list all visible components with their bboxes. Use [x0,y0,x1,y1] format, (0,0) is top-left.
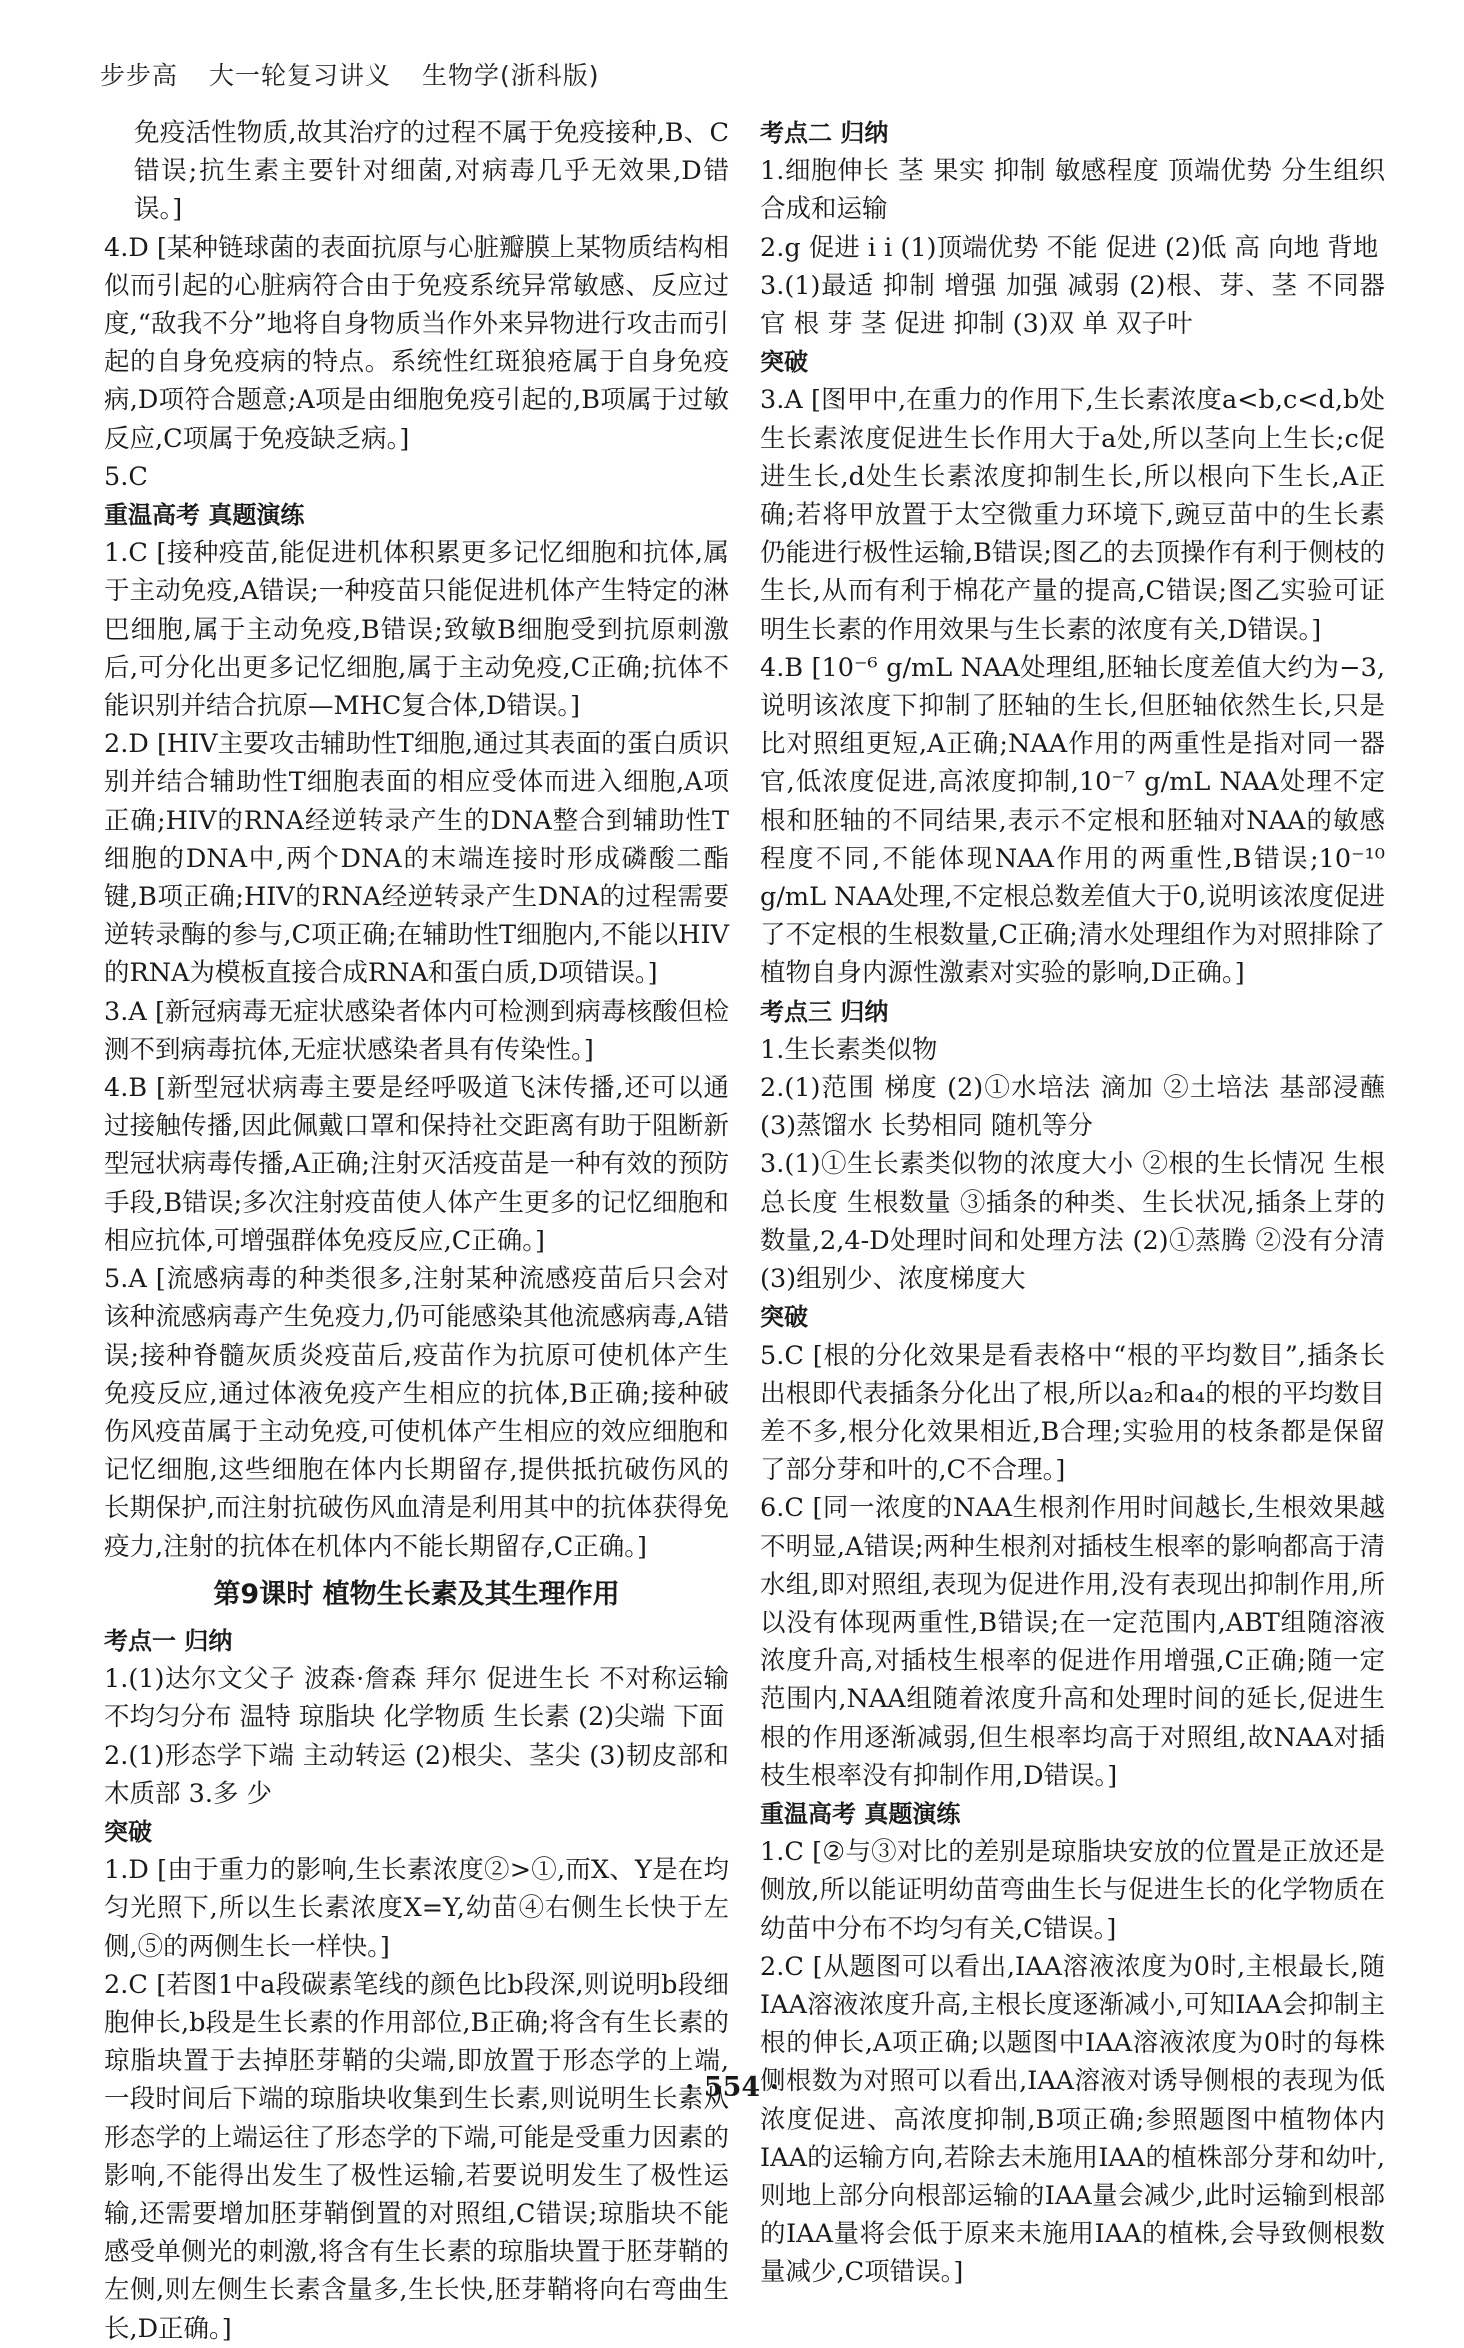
answer-paragraph: 1.C [②与③对比的差别是琼脂块安放的位置是正放还是侧放,所以能证明幼苗弯曲生长与促进生长的化学物质在幼苗中分布不均匀有关,C错误。] [760,1837,1385,1944]
answer-paragraph: 2.D [HIV主要攻击辅助性T细胞,通过其表面的蛋白质识别并结合辅助性T细胞表面的相应受体而进入细胞,A项正确;HIV的RNA经逆转录产生的DNA整合到辅助性T细胞的DNA中,两个DNA的末端连接时形成磷酸二酯键,B项正确;HIV的RNA经逆转录产生DNA的过程需要逆转录酶的参与,C项正确;在辅助性T细胞内,不能以HIV的RNA为模板直接合成RNA和蛋白质,D项错误。] [104,729,729,989]
answer-paragraph: 2.C [从题图可以看出,IAA溶液浓度为0时,主根最长,随IAA溶液浓度升高,主根长度逐渐减小,可知IAA会抑制主根的伸长,A项正确;以题图中IAA溶液浓度为0时的每株侧根数为对照可以看出,IAA溶液对诱导侧根的表现为低浓度促进、高浓度抑制,B项正确;参照题图中植物体内IAA的运输方向,若除去未施用IAA的植株部分芽和幼叶,则地上部分向根部运输的IAA量会减少,此时运输到根部的IAA量将会低于原来未施用IAA的植株,会导致侧根数量减少,C项错误。] [760,1951,1385,2288]
answer-paragraph: 6.C [同一浓度的NAA生根剂作用时间越长,生根效果越不明显,A错误;两种生根剂对插枝生根率的影响都高于清水组,即对照组,表现为促进作用,没有表现出抑制作用,所以没有体现两重性,B错误;在一定范围内,ABT组随溶液浓度升高,对插枝生根率的促进作用增强,C正确;随一定范围内,NAA组随着浓度升高和处理时间的延长,促进生根的作用逐渐减弱,但生根率均高于对照组,故NAA对插枝生根率没有抑制作用,D错误。] [760,1493,1385,1791]
chapter-title: 第9课时 植物生长素及其生理作用 [213,1578,620,1610]
running-header [100,56,621,92]
answer-paragraph: 2.(1)范围 梯度 (2)①水培法 滴加 ②土培法 基部浸蘸 (3)蒸馏水 长势相同 随机等分 [760,1073,1385,1142]
series-title: 大一轮复习讲义 [208,61,391,90]
answer-paragraph: 4.B [新型冠状病毒主要是经呼吸道飞沫传播,还可以通过接触传播,因此佩戴口罩和保持社交距离有助于阻断新型冠状病毒传播,A正确;注射灭活疫苗是一种有效的预防手段,B错误;多次注射疫苗使人体产生更多的记忆细胞和相应抗体,可增强群体免疫反应,C正确。] [104,1073,729,1256]
answer-paragraph: 1.C [接种疫苗,能促进机体积累更多记忆细胞和抗体,属于主动免疫,A错误;一种疫苗只能促进机体产生特定的淋巴细胞,属于主动免疫,B错误;致敏B细胞受到抗原刺激后,可分化出更多记忆细胞,属于主动免疫,C正确;抗体不能识别并结合抗原—MHC复合体,D错误。] [104,538,729,722]
section-heading: 突破 [104,1817,152,1846]
answer-paragraph: 1.(1)达尔文父子 波森·詹森 拜尔 促进生长 不对称运输 不均匀分布 温特 琼脂块 化学物质 生长素 (2)尖端 下面 [104,1664,729,1733]
answer-paragraph: 2.(1)形态学下端 主动转运 (2)根尖、茎尖 (3)韧皮部和木质部 3.多 少 [104,1740,729,1809]
book-title: 步步高 [100,61,179,90]
section-heading: 考点一 归纳 [104,1626,233,1655]
subject-title: 生物学(浙科版) [421,61,600,90]
right-column [760,114,1385,2292]
page-number: · 554 · [685,2072,779,2103]
section-heading: 突破 [760,1303,808,1332]
answer-paragraph: 1.生长素类似物 [760,1034,938,1065]
answer-paragraph: 免疫活性物质,故其治疗的过程不属于免疫接种,B、C错误;抗生素主要针对细菌,对病毒几乎无效果,D错误。] [134,118,729,225]
answer-paragraph: 5.C [根的分化效果是看表格中“根的平均数目”,插条长出根即代表插条分化出了根,所以a₂和a₄的根的平均数目差不多,根分化效果相近,B合理;实验用的枝条都是保留了部分芽和叶的,C不合理。] [760,1340,1385,1486]
left-column [104,114,729,2348]
answer-paragraph: 3.A [图甲中,在重力的作用下,生长素浓度a<b,c<d,b处生长素浓度促进生长作用大于a处,所以茎向上生长;c促进生长,d处生长素浓度抑制生长,所以根向下生长,A正确;若将甲放置于太空微重力环境下,豌豆苗中的生长素仍能进行极性运输,B错误;图乙的去顶操作有利于侧枝的生长,从而有利于棉花产量的提高,C错误;图乙实验可证明生长素的作用效果与生长素的浓度有关,D错误。] [760,385,1385,645]
section-heading: 考点二 归纳 [760,119,889,147]
answer-paragraph: 4.D [某种链球菌的表面抗原与心脏瓣膜上某物质结构相似而引起的心脏病符合由于免疫系统异常敏感、反应过度,“敌我不分”地将自身物质当作外来异物进行攻击而引起的自身免疫病的特点。系统性红斑狼疮属于自身免疫病,D项符合题意;A项是由细胞免疫引起的,B项属于过敏反应,C项属于免疫缺乏病。] [104,232,729,454]
section-heading: 突破 [760,348,808,377]
answer-paragraph: 1.D [由于重力的影响,生长素浓度②>①,而X、Y是在均匀光照下,所以生长素浓度X=Y,幼苗④右侧生长快于左侧,⑤的两侧生长一样快。] [104,1855,729,1962]
answer-paragraph: 2.C [若图1中a段碳素笔线的颜色比b段深,则说明b段细胞伸长,b段是生长素的作用部位,B正确;将含有生长素的琼脂块置于去掉胚芽鞘的尖端,即放置于形态学的上端,一段时间后下端的琼脂块收集到生长素,则说明生长素从形态学的上端运往了形态学的下端,可能是受重力因素的影响,不能得出发生了极性运输,若要说明发生了极性运输,还需要增加胚芽鞘倒置的对照组,C错误;琼脂块不能感受单侧光的刺激,将含有生长素的琼脂块置于胚芽鞘的左侧,则左侧生长素含量多,生长快,胚芽鞘将向右弯曲生长,D正确。] [104,1969,729,2344]
section-heading: 考点三 归纳 [760,997,889,1026]
answer-paragraph: 2.g 促进 i i (1)顶端优势 不能 促进 (2)低 高 向地 背地 [760,232,1379,263]
answer-paragraph: 4.B [10⁻⁶ g/mL NAA处理组,胚轴长度差值大约为−3,说明该浓度下抑制了胚轴的生长,但胚轴依然生长,只是比对照组更短,A正确;NAA作用的两重性是指对同一器官,低浓度促进,高浓度抑制,10⁻⁷ g/mL NAA处理不定根和胚轴的不同结果,表示不定根和胚轴对NAA的敏感程度不同,不能体现NAA作用的两重性,B错误;10⁻¹⁰ g/mL NAA处理,不定根总数差值大于0,说明该浓度促进了不定根的生根数量,C正确;清水处理组作为对照排除了植物自身内源性激素对实验的影响,D正确。] [760,652,1385,989]
answer-paragraph: 3.A [新冠病毒无症状感染者体内可检测到病毒核酸但检测不到病毒抗体,无症状感染者具有传染性。] [104,996,729,1065]
answer-paragraph: 3.(1)最适 抑制 增强 加强 减弱 (2)根、芽、茎 不同器官 根 芽 茎 促进 抑制 (3)双 单 双子叶 [760,270,1385,340]
section-heading: 重温高考 真题演练 [760,1799,961,1828]
answer-paragraph: 1.细胞伸长 茎 果实 抑制 敏感程度 顶端优势 分生组织 合成和运输 [760,156,1385,225]
answer-paragraph: 5.A [流感病毒的种类很多,注射某种流感疫苗后只会对该种流感病毒产生免疫力,仍可能感染其他流感病毒,A错误;接种脊髓灰质炎疫苗后,疫苗作为抗原可使机体产生免疫反应,通过体液免疫产生相应的抗体,B正确;接种破伤风疫苗属于主动免疫,可使机体产生相应的效应细胞和记忆细胞,这些细胞在体内长期留存,提供抵抗破伤风的长期保护,而注射抗破伤风血清是利用其中的抗体获得免疫力,注射的抗体在机体内不能长期留存,C正确。] [104,1264,729,1562]
answer-paragraph: 5.C [104,461,148,492]
section-heading: 重温高考 真题演练 [104,501,305,530]
answer-paragraph: 3.(1)①生长素类似物的浓度大小 ②根的生长情况 生根总长度 生根数量 ③插条的种类、生长状况,插条上芽的数量,2,4-D处理时间和处理方法 (2)①蒸腾 ②没有分清 (3)组别少、浓度梯度大 [760,1149,1385,1295]
